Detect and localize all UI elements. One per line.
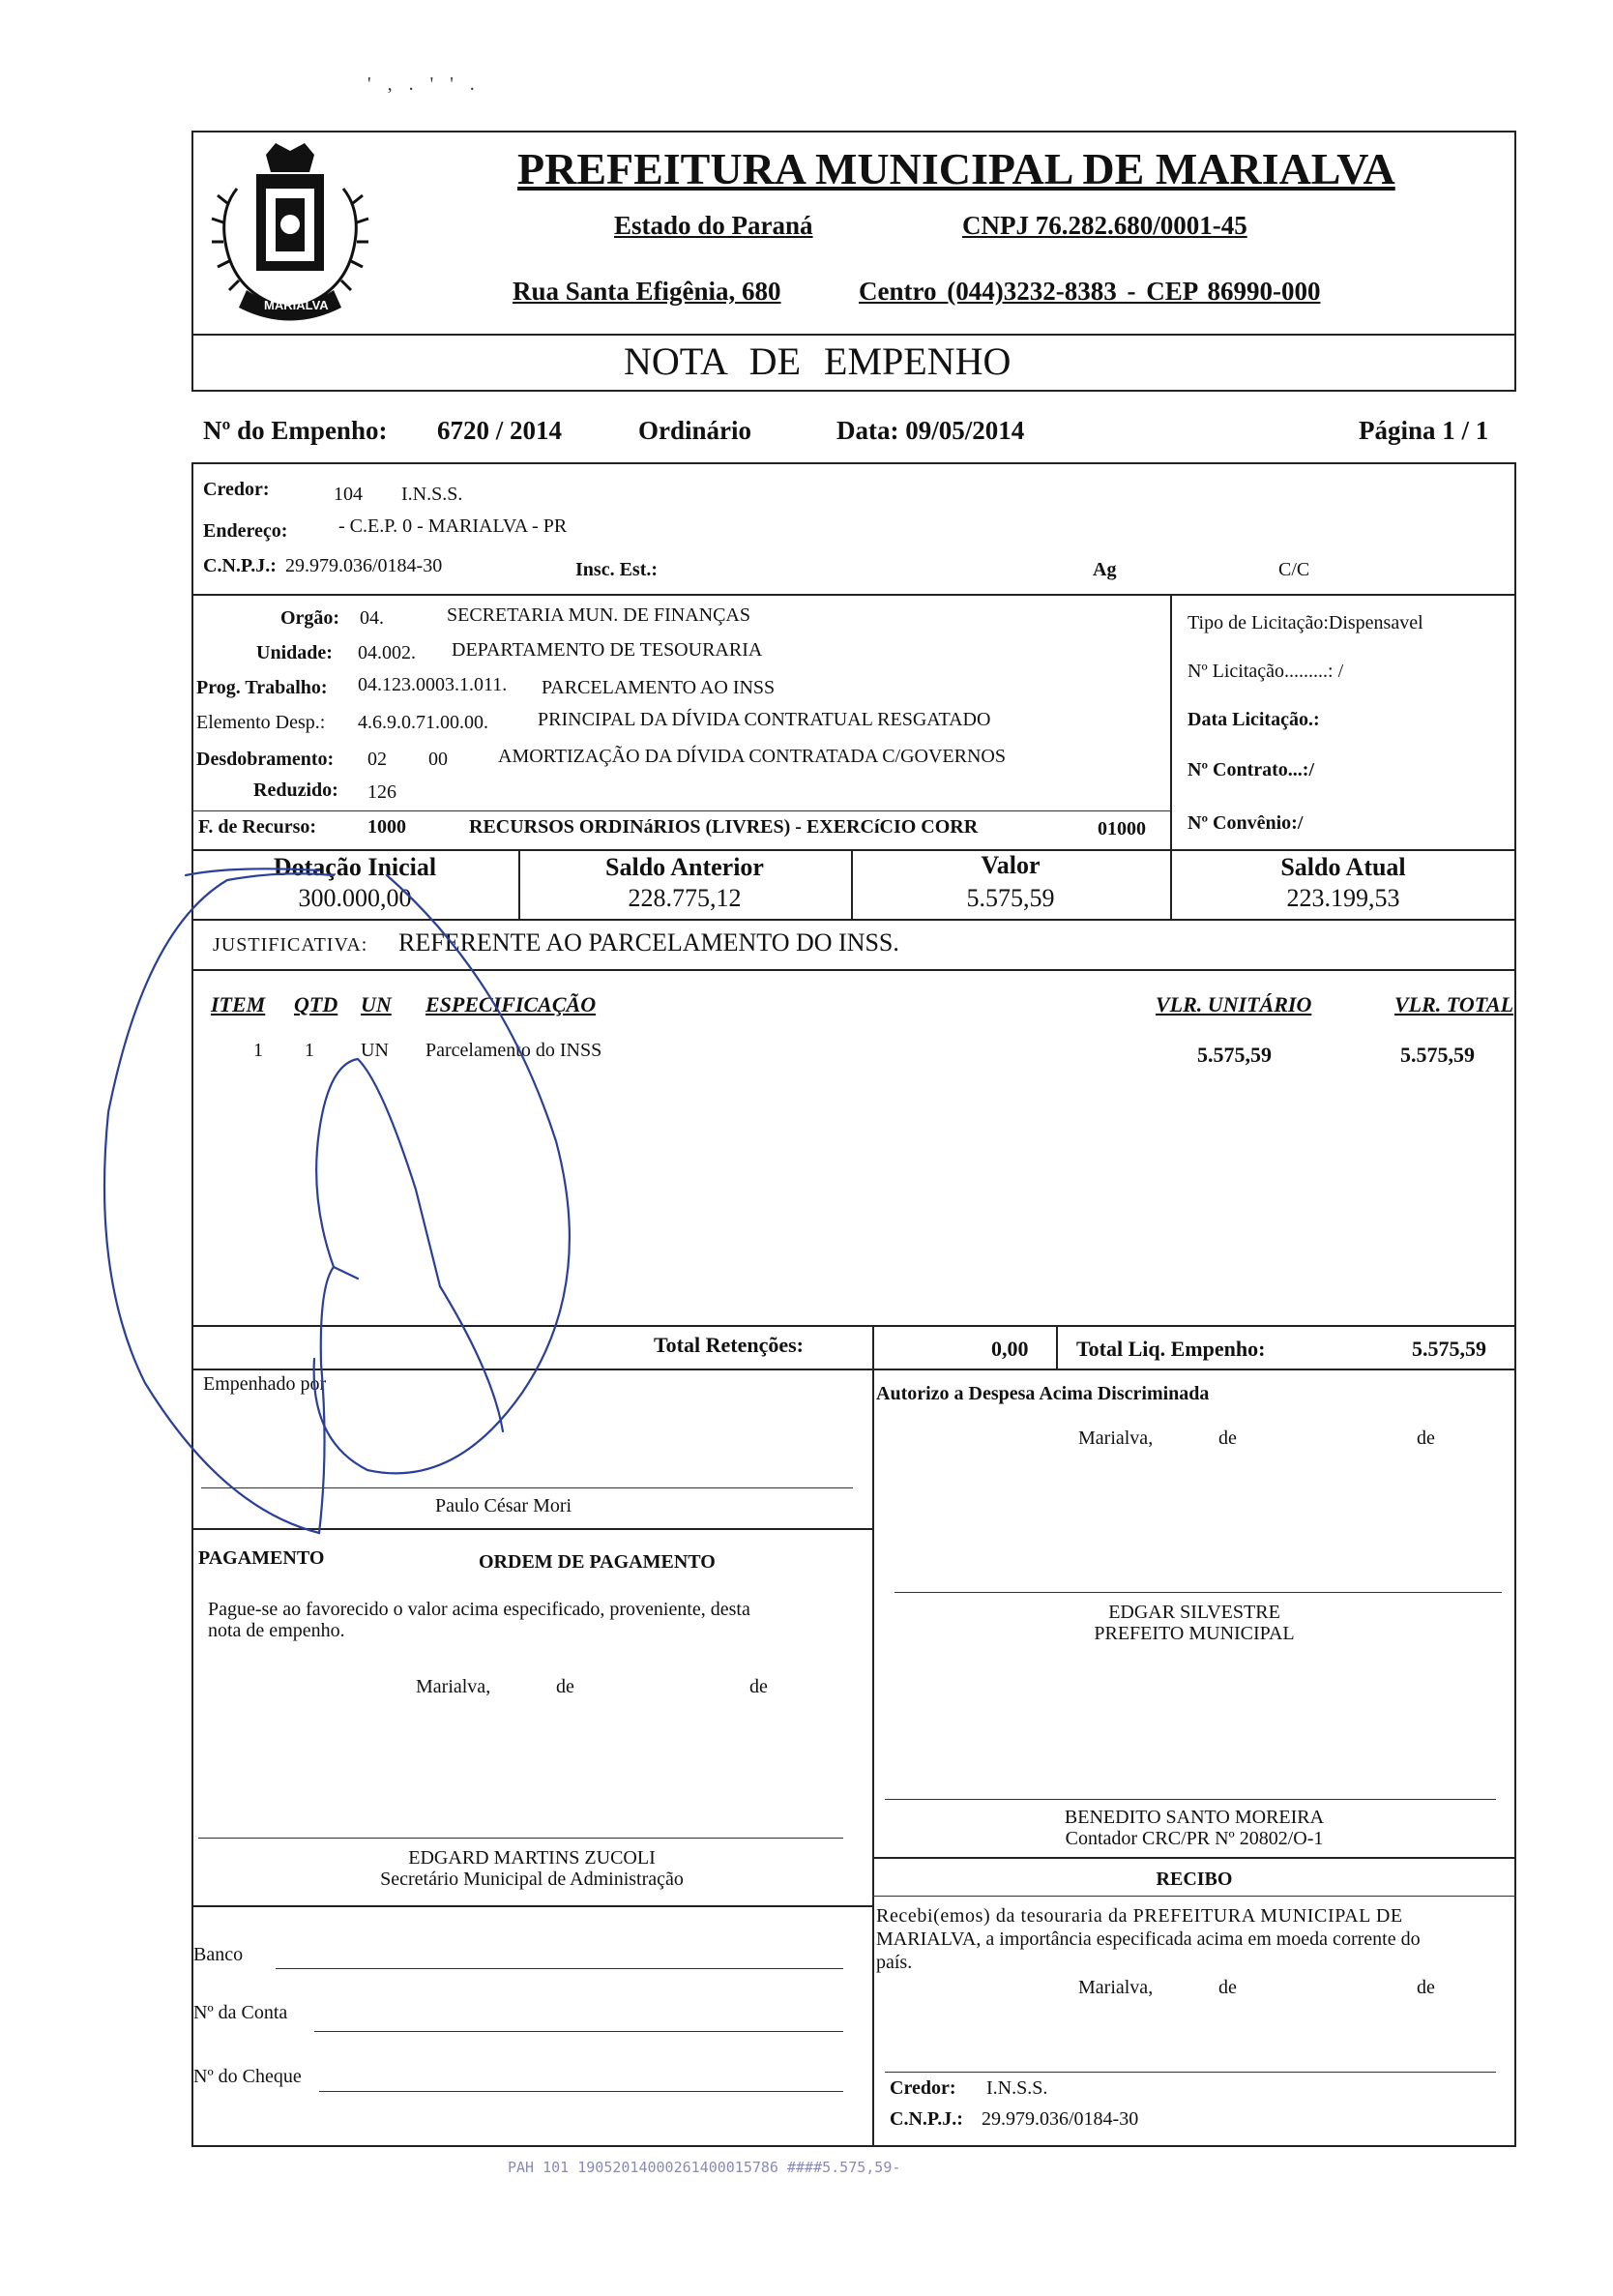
autorizo-de-1: de bbox=[1218, 1428, 1237, 1449]
saldo-atual: 223.199,53 bbox=[1286, 884, 1400, 912]
col-header-vlr-unitario: VLR. UNITÁRIO bbox=[1156, 992, 1312, 1016]
empenhado-por-nome: Paulo César Mori bbox=[435, 1495, 572, 1516]
numero-conta-label: Nº da Conta bbox=[193, 2002, 288, 2023]
recibo-de-1: de bbox=[1218, 1977, 1237, 1998]
col-header-especificacao: ESPECIFICAÇÃO bbox=[425, 992, 597, 1016]
numero-empenho-label: Nº do Empenho: bbox=[203, 416, 388, 445]
justificativa-label: JUSTIFICATIVA: bbox=[213, 934, 368, 956]
recibo-cnpj-label: C.N.P.J.: bbox=[890, 2108, 963, 2130]
recurso: RECURSOS ORDINáRIOS (LIVRES) - EXERCíCIO CORR bbox=[469, 816, 979, 838]
dotacao-inicial: 300.000,00 bbox=[298, 884, 412, 912]
unidade-label: Unidade: bbox=[256, 642, 333, 663]
cnpj-prefeitura: CNPJ 76.282.680/0001-45 bbox=[962, 211, 1247, 240]
pagamento-de-2: de bbox=[749, 1676, 768, 1697]
pagina: Página 1 / 1 bbox=[1359, 416, 1489, 445]
pagamento-de-1: de bbox=[556, 1676, 574, 1697]
insc-est-label: Insc. Est.: bbox=[575, 559, 659, 580]
especificacao-cell: Parcelamento do INSS bbox=[425, 1040, 602, 1061]
col-header-qtd: QTD bbox=[294, 992, 338, 1016]
total-retencoes: 0,00 bbox=[991, 1337, 1029, 1361]
desdobramento-label: Desdobramento: bbox=[196, 749, 335, 770]
prefeito-nome: EDGAR SILVESTRE bbox=[1108, 1602, 1280, 1623]
col-header-un: UN bbox=[361, 992, 392, 1016]
prog-trabalho-codigo: 04.123.0003.1.011. bbox=[358, 674, 508, 695]
recurso-codigo-2: 01000 bbox=[1098, 818, 1146, 839]
data-licitacao: Data Licitação.: bbox=[1188, 709, 1320, 730]
recibo-texto-3: país. bbox=[876, 1952, 913, 1973]
cnpj-label: C.N.P.J.: bbox=[203, 555, 277, 576]
saldo-anterior-label: Saldo Anterior bbox=[605, 853, 764, 881]
footer-code: PAH 101 19052014000261400015786 ####5.575,59- bbox=[508, 2159, 901, 2176]
pagamento-texto-2: nota de empenho. bbox=[208, 1620, 345, 1641]
document-title: NOTA DE EMPENHO bbox=[624, 339, 1012, 383]
item-cell: 1 bbox=[253, 1040, 263, 1061]
recibo-texto-2: MARIALVA, a importância especificada acima em moeda corrente do bbox=[876, 1928, 1421, 1950]
recibo-title: RECIBO bbox=[1156, 1869, 1233, 1890]
endereco-label: Endereço: bbox=[203, 520, 288, 542]
endereco: - C.E.P. 0 - MARIALVA - PR bbox=[338, 515, 568, 537]
autorizo-label: Autorizo a Despesa Acima Discriminada bbox=[876, 1383, 1210, 1404]
prefeito-cargo: PREFEITO MUNICIPAL bbox=[1094, 1623, 1295, 1644]
credor-label: Credor: bbox=[203, 479, 270, 500]
desdobramento-a: 02 bbox=[367, 749, 387, 770]
elemento-label: Elemento Desp.: bbox=[196, 712, 326, 733]
elemento: PRINCIPAL DA DÍVIDA CONTRATUAL RESGATADO bbox=[538, 709, 991, 730]
endereco-prefeitura: Rua Santa Efigênia, 680 bbox=[513, 277, 781, 306]
total-liquido: 5.575,59 bbox=[1412, 1337, 1486, 1361]
justificativa: REFERENTE AO PARCELAMENTO DO INSS. bbox=[398, 928, 899, 957]
recibo-texto-1: Recebi(emos) da tesouraria da PREFEITURA MUNICIPAL DE bbox=[876, 1905, 1403, 1927]
prog-trabalho-label: Prog. Trabalho: bbox=[196, 677, 328, 698]
col-header-vlr-total: VLR. TOTAL bbox=[1394, 992, 1514, 1016]
recibo-local: Marialva, bbox=[1078, 1977, 1154, 1998]
estado: Estado do Paraná bbox=[614, 211, 813, 240]
unidade-codigo: 04.002. bbox=[358, 642, 416, 663]
desdobramento-b: 00 bbox=[428, 749, 448, 770]
agencia-label: Ag bbox=[1093, 559, 1117, 580]
recurso-codigo: 1000 bbox=[367, 816, 406, 838]
secretario-nome: EDGARD MARTINS ZUCOLI bbox=[408, 1847, 656, 1869]
conta-corrente-label: C/C bbox=[1278, 559, 1310, 580]
saldo-atual-label: Saldo Atual bbox=[1280, 853, 1406, 881]
orgao-label: Orgão: bbox=[280, 607, 340, 629]
recurso-label: F. de Recurso: bbox=[198, 816, 317, 838]
pagamento-local: Marialva, bbox=[416, 1676, 491, 1697]
dotacao-inicial-label: Dotação Inicial bbox=[273, 853, 437, 881]
ordem-pagamento-title: ORDEM DE PAGAMENTO bbox=[479, 1551, 716, 1573]
data-empenho: Data: 09/05/2014 bbox=[836, 416, 1025, 445]
secretario-cargo: Secretário Municipal de Administração bbox=[380, 1869, 684, 1890]
un-cell: UN bbox=[361, 1040, 389, 1061]
seal-text: MARIALVA bbox=[264, 298, 329, 312]
empenhado-por-label: Empenhado por bbox=[203, 1373, 327, 1395]
page-title: PREFEITURA MUNICIPAL DE MARIALVA bbox=[517, 144, 1395, 193]
pagamento-texto-1: Pague-se ao favorecido o valor acima especificado, proveniente, desta bbox=[208, 1599, 750, 1620]
col-header-item: ITEM bbox=[211, 992, 266, 1016]
desdobramento: AMORTIZAÇÃO DA DÍVIDA CONTRATADA C/GOVERNOS bbox=[498, 746, 1006, 767]
prog-trabalho: PARCELAMENTO AO INSS bbox=[542, 677, 776, 698]
qtd-cell: 1 bbox=[305, 1040, 314, 1061]
reduzido-label: Reduzido: bbox=[253, 780, 338, 801]
unidade: DEPARTAMENTO DE TESOURARIA bbox=[452, 639, 763, 661]
autorizo-local: Marialva, bbox=[1078, 1428, 1154, 1449]
tipo-empenho: Ordinário bbox=[638, 416, 752, 445]
valor: 5.575,59 bbox=[966, 884, 1055, 912]
pagamento-label: PAGAMENTO bbox=[198, 1547, 325, 1569]
reduzido: 126 bbox=[367, 781, 396, 803]
orgao-codigo: 04. bbox=[360, 607, 384, 629]
credor-codigo: 104 bbox=[334, 484, 363, 505]
scan-mark: ' , . ' ' . bbox=[367, 74, 481, 95]
numero-convenio: Nº Convênio:/ bbox=[1188, 812, 1304, 834]
vlr-total-cell: 5.575,59 bbox=[1400, 1043, 1475, 1067]
credor-cnpj: 29.979.036/0184-30 bbox=[285, 555, 443, 576]
numero-contrato: Nº Contrato...:/ bbox=[1188, 759, 1315, 780]
numero-empenho: 6720 / 2014 bbox=[437, 416, 563, 445]
recibo-credor-label: Credor: bbox=[890, 2077, 956, 2099]
numero-cheque-label: Nº do Cheque bbox=[193, 2066, 302, 2087]
total-liquido-label: Total Liq. Empenho: bbox=[1076, 1337, 1266, 1361]
saldo-anterior: 228.775,12 bbox=[628, 884, 742, 912]
credor-nome: I.N.S.S. bbox=[401, 484, 463, 505]
recibo-de-2: de bbox=[1417, 1977, 1435, 1998]
elemento-codigo: 4.6.9.0.71.00.00. bbox=[358, 712, 488, 733]
contador-cargo: Contador CRC/PR Nº 20802/O-1 bbox=[1065, 1828, 1324, 1849]
banco-label: Banco bbox=[193, 1944, 244, 1965]
contador-nome: BENEDITO SANTO MOREIRA bbox=[1064, 1807, 1325, 1828]
valor-label: Valor bbox=[981, 851, 1041, 879]
contato-prefeitura: Centro (044)3232-8383 - CEP 86990-000 bbox=[859, 277, 1321, 306]
autorizo-de-2: de bbox=[1417, 1428, 1435, 1449]
tipo-licitacao: Tipo de Licitação:Dispensavel bbox=[1188, 612, 1423, 633]
vlr-unitario-cell: 5.575,59 bbox=[1197, 1043, 1272, 1067]
orgao: SECRETARIA MUN. DE FINANÇAS bbox=[447, 604, 750, 626]
total-retencoes-label: Total Retenções: bbox=[654, 1333, 804, 1357]
recibo-credor: I.N.S.S. bbox=[986, 2077, 1048, 2099]
recibo-cnpj: 29.979.036/0184-30 bbox=[982, 2108, 1139, 2130]
numero-licitacao: Nº Licitação.........: / bbox=[1188, 661, 1344, 682]
